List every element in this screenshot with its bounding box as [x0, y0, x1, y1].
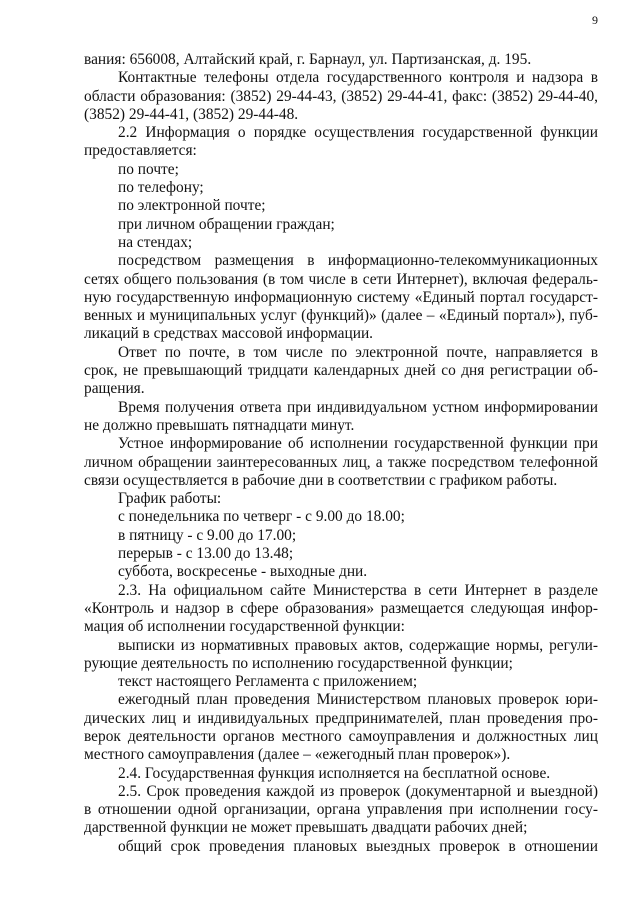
text-line: ежегодный план проведения Министерством плановых проверок юри- — [118, 691, 598, 709]
text-line: на стендах; — [118, 233, 193, 251]
text-line: в отношении одной организации, органа управления при исполнении госу- — [84, 801, 598, 819]
text-line: венных и муниципальных услуг (функций)» (далее – «Единый портал»), пуб- — [84, 307, 598, 325]
text-line: Устное информирование об исполнении государственной функции при — [118, 435, 598, 453]
text-line: местного самоуправления (далее – «ежегодный план проверок»). — [84, 746, 511, 764]
text-line: по телефону; — [118, 179, 204, 197]
text-line: не должно превышать пятнадцати минут. — [84, 416, 355, 434]
document-body — [84, 51, 598, 856]
text-line: рующие деятельность по исполнению государственной функции; — [84, 654, 513, 672]
text-line: предоставляется: — [84, 142, 197, 160]
text-line: (3852) 29-44-41, (3852) 29-44-48. — [84, 105, 299, 123]
text-line: общий срок проведения плановых выездных проверок в отношении — [118, 837, 598, 855]
text-line: связи осуществляется в рабочие дни в соответствии с графиком работы. — [84, 471, 558, 489]
text-line: График работы: — [118, 490, 222, 508]
text-line: 2.2 Информация о порядке осуществления государственной функции — [118, 124, 598, 142]
text-line: области образования: (3852) 29-44-43, (3852) 29-44-41, факс: (3852) 29-44-40, — [84, 87, 598, 105]
text-line: вания: 656008, Алтайский край, г. Барнаул, ул. Партизанская, д. 195. — [84, 51, 532, 68]
text-line: ную государственную информационную систему «Единый портал государст- — [84, 288, 598, 306]
text-line: Время получения ответа при индивидуальном устном информировании — [118, 398, 598, 416]
text-line: дических лиц и индивидуальных предпринимателей, план проведения про- — [84, 709, 598, 727]
text-line: 2.3. На официальном сайте Министерства в сети Интернет в разделе — [118, 581, 598, 599]
text-line: при личном обращении граждан; — [118, 215, 335, 233]
text-line: Контактные телефоны отдела государственного контроля и надзора в — [118, 69, 598, 87]
text-line: Ответ по почте, в том числе по электронной почте, направляется в — [118, 343, 598, 361]
text-line: «Контроль и надзор в сфере образования» размещается следующая инфор- — [84, 599, 598, 617]
text-line: в пятницу - с 9.00 до 17.00; — [118, 526, 297, 544]
text-line: с понедельника по четверг - с 9.00 до 18.00; — [118, 508, 405, 526]
text-line: посредством размещения в информационно-телекоммуникационных — [118, 252, 598, 270]
text-line: личном обращении заинтересованных лиц, а также посредством телефонной — [84, 453, 598, 471]
text-line: перерыв - с 13.00 до 13.48; — [118, 545, 294, 563]
page-number: 9 — [592, 13, 598, 27]
text-line: сетях общего пользования (в том числе в сети Интернет), включая федераль- — [84, 270, 598, 288]
text-line: ращения. — [84, 380, 145, 398]
text-line: срок, не превышающий тридцати календарных дней со дня регистрации об- — [84, 362, 598, 380]
text-line: суббота, воскресенье - выходные дни. — [118, 563, 368, 581]
text-line: дарственной функции не может превышать двадцати рабочих дней; — [84, 819, 528, 837]
text-line: по электронной почте; — [118, 197, 266, 215]
text-line: текст настоящего Регламента с приложением; — [118, 673, 418, 691]
text-line: ликаций в средствах массовой информации. — [84, 325, 374, 343]
text-line: 2.4. Государственная функция исполняется на бесплатной основе. — [118, 764, 551, 782]
text-line: выписки из нормативных правовых актов, содержащие нормы, регули- — [118, 636, 598, 654]
text-line: 2.5. Срок проведения каждой из проверок (документарной и выездной) — [118, 782, 598, 800]
text-line: верок деятельности органов местного самоуправления и должностных лиц — [84, 727, 598, 745]
text-line: по почте; — [118, 160, 179, 178]
text-line: мация об исполнении государственной функции: — [84, 618, 405, 636]
